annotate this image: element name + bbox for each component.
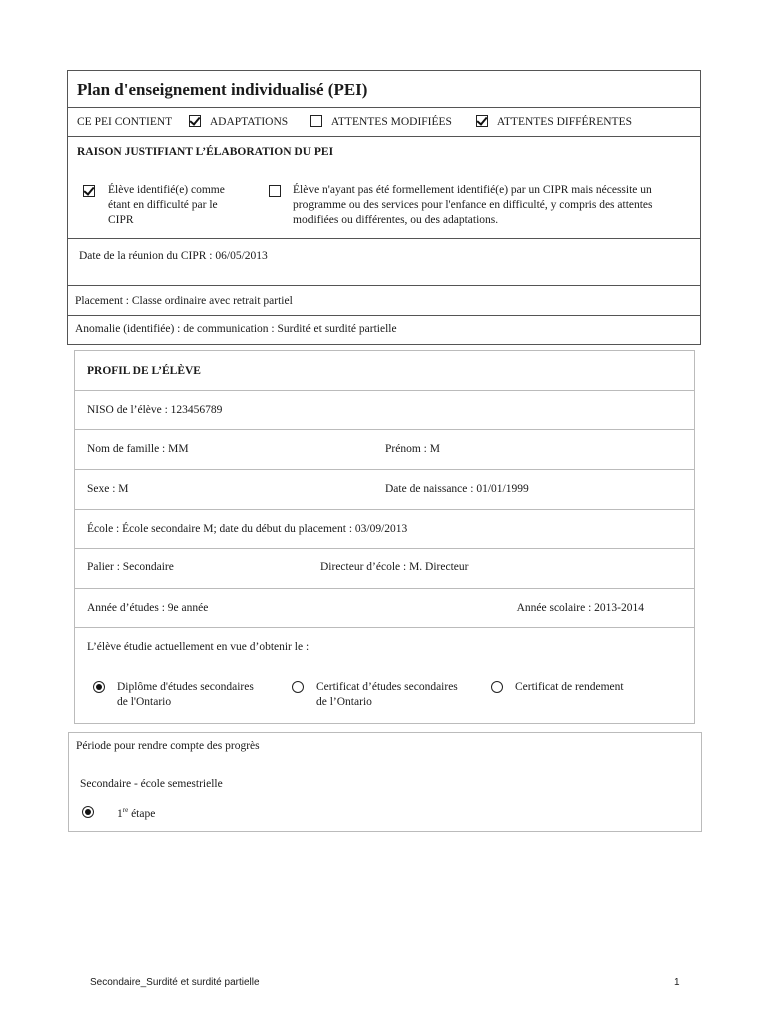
diploma-option-certificate: Certificat d’études secondaires de l’Ontario [316, 681, 458, 708]
reason-heading: RAISON JUSTIFIANT L’ÉLABORATION DU PEI [77, 146, 334, 158]
option-different-label: ATTENTES DIFFÉRENTES [496, 116, 632, 128]
working-toward-label: L’élève étudie actuellement en vue d’obtenir le : [87, 641, 310, 653]
option-modified[interactable] [310, 115, 452, 128]
school-row [75, 510, 694, 549]
diploma-option-osd: Diplôme d'études secondaires de l'Ontario [117, 681, 254, 708]
reporting-period-section [68, 732, 702, 832]
pei-header-section [67, 70, 701, 345]
anomaly-row [68, 316, 700, 344]
student-level: Palier : Secondaire [87, 561, 174, 573]
meeting-date-row [68, 239, 700, 286]
student-birth-date: Date de naissance : 01/01/1999 [385, 483, 529, 495]
anomaly: Anomalie (identifiée) : de communication : Surdité et surdité partielle [75, 323, 397, 335]
student-sex: Sexe : M [87, 483, 129, 495]
student-first-name: Prénom : M [385, 443, 440, 455]
checkbox-checked-icon[interactable] [476, 115, 488, 127]
option-different[interactable] [476, 115, 632, 128]
checkbox-empty-icon[interactable] [310, 115, 322, 127]
grade-row [75, 589, 694, 628]
school-principal: Directeur d’école : M. Directeur [320, 561, 469, 573]
document-title: Plan d'enseignement individualisé (PEI) [77, 80, 368, 99]
profile-heading-row [75, 351, 694, 391]
radio-selected-icon[interactable] [82, 806, 94, 818]
checkbox-checked-icon[interactable] [83, 185, 95, 197]
option-adaptations[interactable] [189, 115, 288, 128]
sex-row [75, 470, 694, 510]
student-school: École : École secondaire M; date du début du placement : 03/09/2013 [87, 523, 408, 535]
reporting-heading: Période pour rendre compte des progrès [76, 740, 260, 752]
name-row [75, 430, 694, 470]
school-year: Année scolaire : 2013-2014 [516, 602, 644, 614]
student-profile-section [74, 350, 695, 724]
reason-row [68, 137, 700, 239]
term-label: 1re étape [117, 806, 156, 820]
footer-document-name: Secondaire_Surdité et surdité partielle [90, 977, 260, 988]
placement: Placement : Classe ordinaire avec retrait partiel [75, 295, 293, 307]
student-grade: Année d’études : 9e année [87, 602, 209, 614]
diploma-option-achievement: Certificat de rendement [515, 681, 624, 693]
level-row [75, 549, 694, 589]
radio-empty-icon[interactable] [491, 681, 503, 693]
reason-not-identified-text: Élève n'ayant pas été formellement identifié(e) par un CIPR mais nécessite un programme ou des services pour l'enfance en difficulté, y compris des attentes modifiées ou différentes, ou des adaptations. [293, 184, 653, 226]
option-adaptations-label: ADAPTATIONS [209, 116, 289, 128]
checkbox-checked-icon[interactable] [189, 115, 201, 127]
student-niso: NISO de l’élève : 123456789 [87, 404, 223, 416]
contains-row [68, 108, 700, 137]
student-last-name: Nom de famille : MM [87, 443, 189, 455]
diploma-row [75, 628, 694, 724]
contains-label: CE PEI CONTIENT [77, 116, 173, 128]
reporting-type: Secondaire - école semestrielle [80, 778, 223, 790]
niso-row [75, 391, 694, 430]
title-row [68, 71, 700, 108]
option-modified-label: ATTENTES MODIFIÉES [330, 116, 452, 128]
reason-identified-text: Élève identifié(e) comme étant en difficulté par le CIPR [108, 184, 225, 226]
radio-empty-icon[interactable] [292, 681, 304, 693]
profile-heading: PROFIL DE L’ÉLÈVE [87, 365, 201, 377]
checkbox-empty-icon[interactable] [269, 185, 281, 197]
page-number: 1 [674, 977, 680, 988]
placement-row [68, 286, 700, 316]
meeting-date: Date de la réunion du CIPR : 06/05/2013 [79, 250, 268, 262]
radio-selected-icon[interactable] [93, 681, 105, 693]
